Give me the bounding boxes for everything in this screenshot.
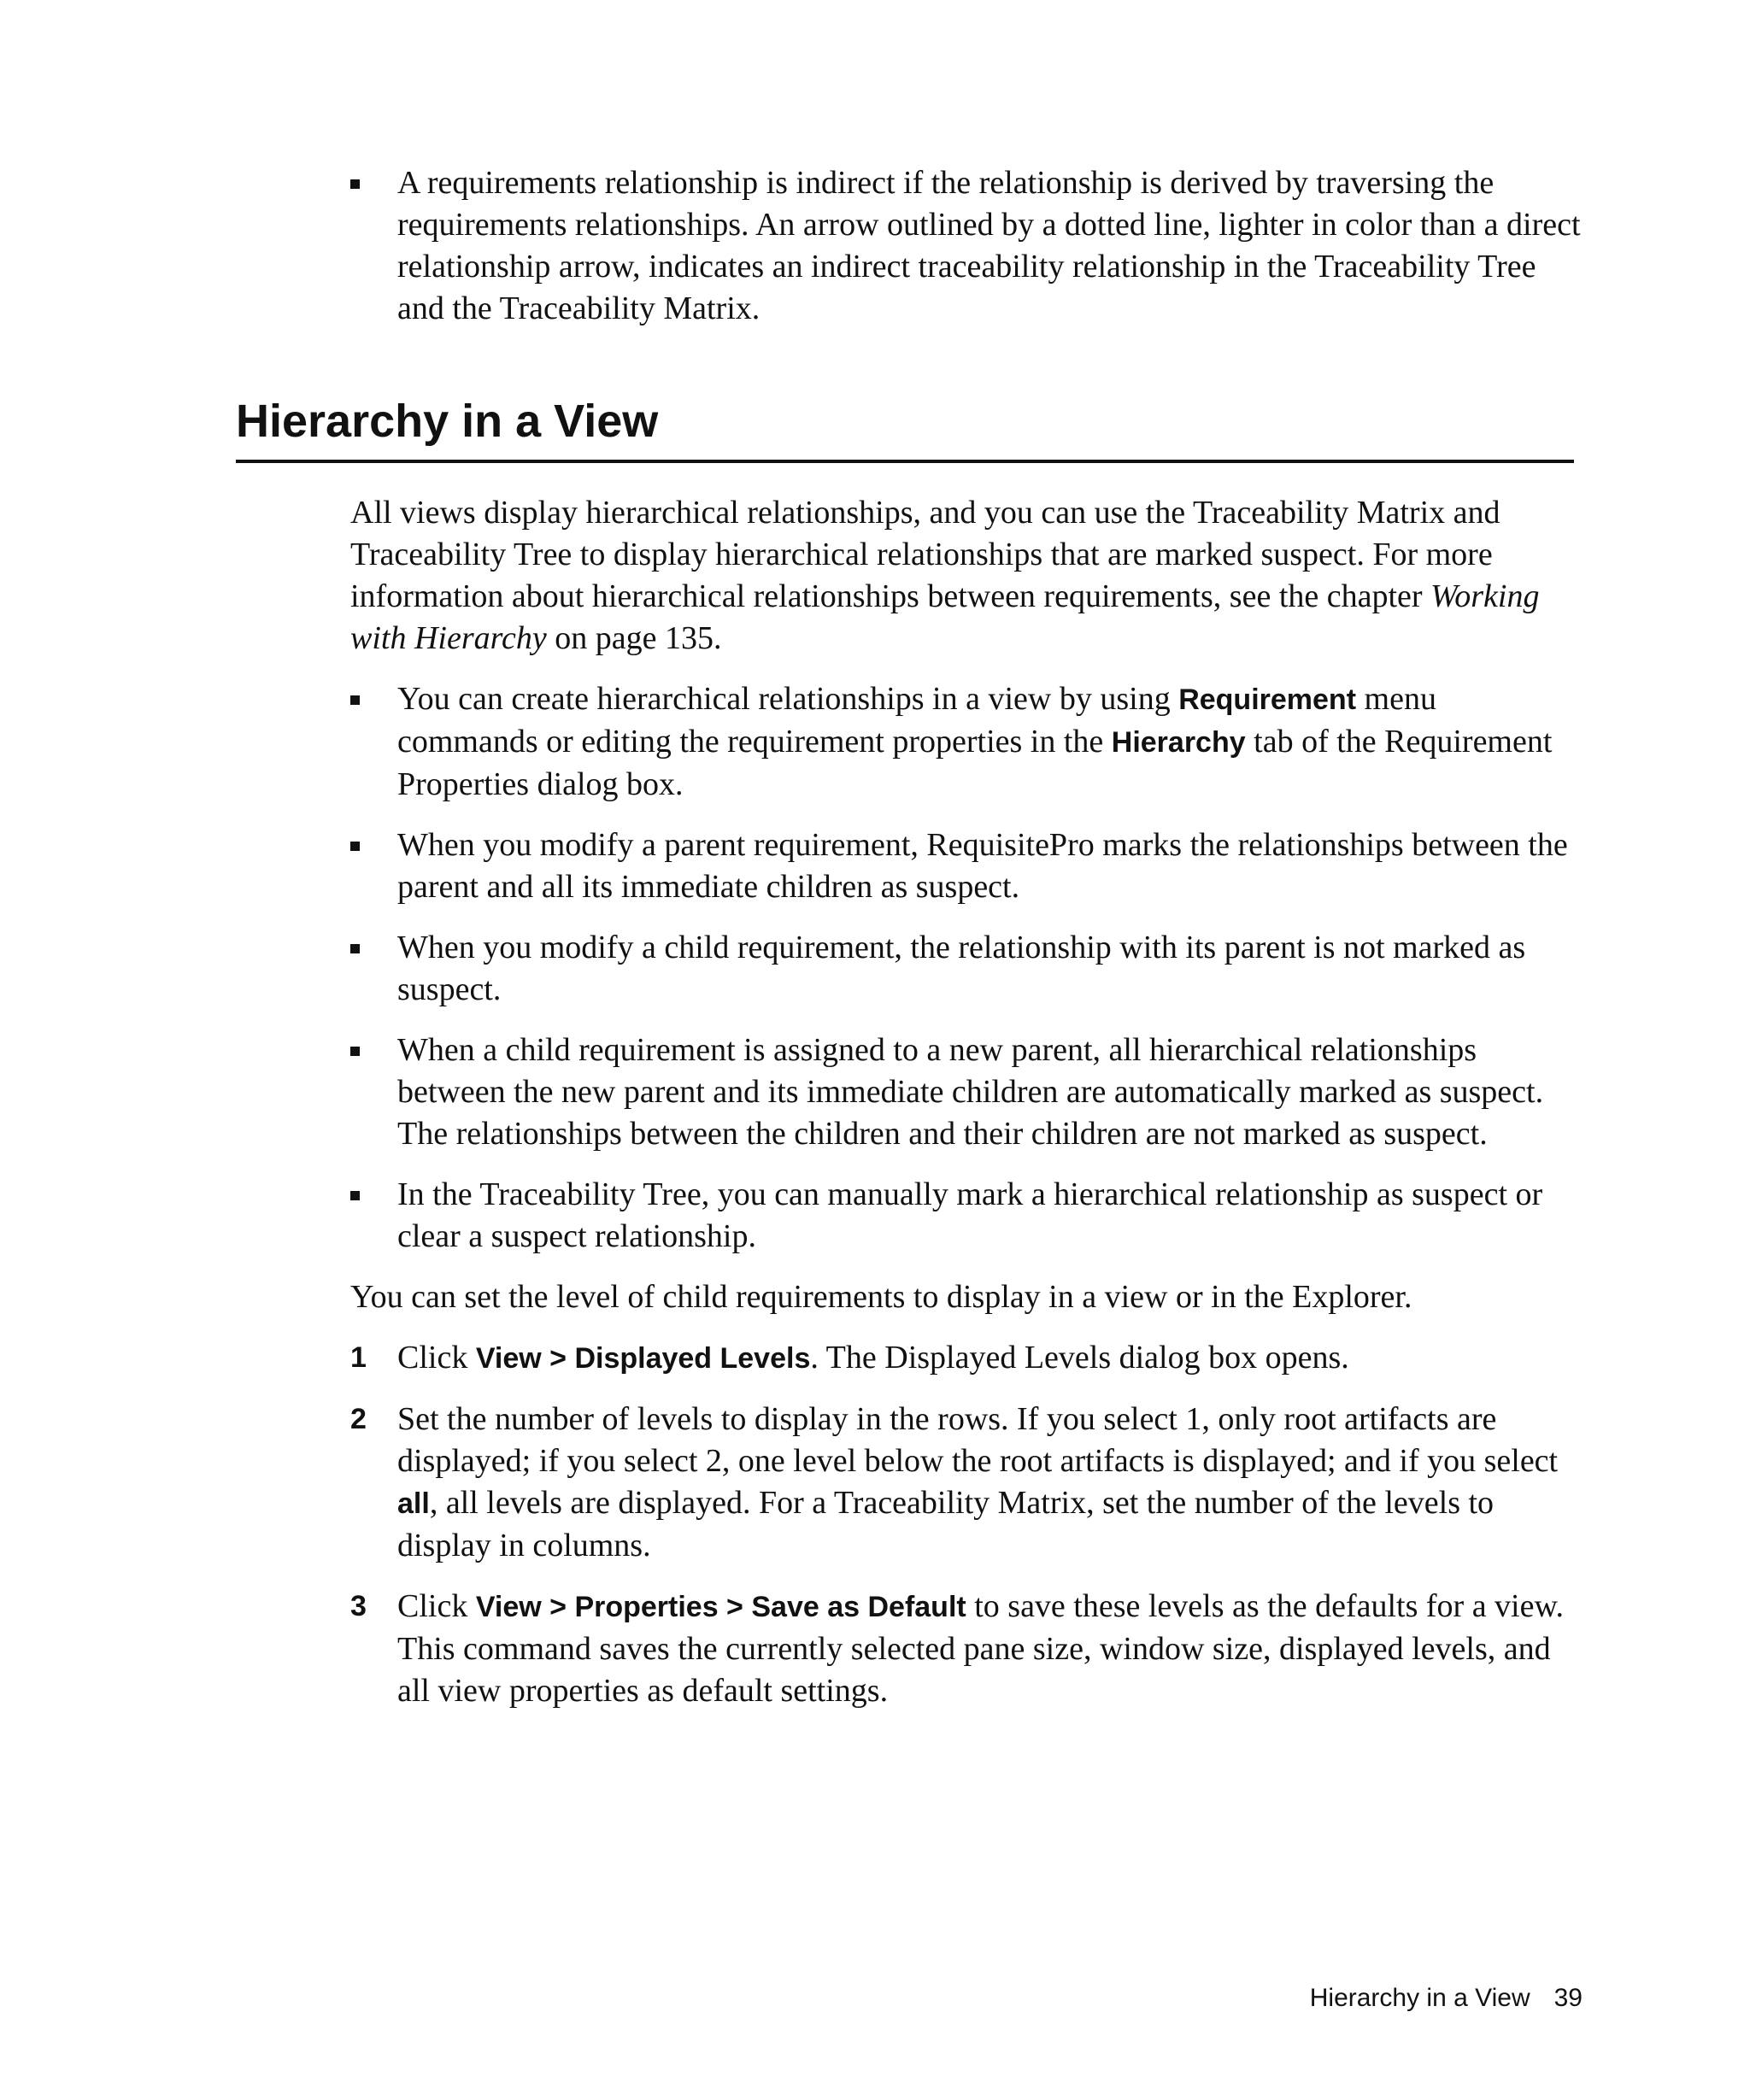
step-number: 3 (350, 1590, 367, 1622)
option-value: all (397, 1487, 430, 1520)
chapter-reference: Working with Hierarchy (350, 578, 1540, 656)
menu-name: Requirement (1178, 683, 1357, 716)
lead-in-paragraph: You can set the level of child requirements to display in a view or in the Explorer. (350, 1279, 1412, 1315)
bullet-text-part: You can create hierarchical relationships in a view by using (397, 681, 1179, 717)
indirect-relationship-bullet (350, 162, 1581, 330)
bullet-text-part: menu commands or editing the requirement properties in the (397, 681, 1436, 760)
bullet-text: A requirements relationship is indirect if the relationship is derived by traversing the requirements relationships. An arrow outlined by a dotted line, lighter in color than a direct relationship arrow, indicates an indirect traceability relationship in the Traceability Tree and the Traceability Matrix. (397, 165, 1581, 326)
bullet-text: When a child requirement is assigned to a new parent, all hierarchical relationships between the new parent and its immediate children are automatically marked as suspect. The relationships between the children and their children are not marked as suspect. (397, 1032, 1544, 1152)
step-number: 1 (350, 1341, 367, 1374)
bullet-icon (350, 1174, 397, 1258)
step-text-part: Set the number of levels to display in the rows. If you select 1, only root artifacts are displayed; if you select 2, one level below the root artifacts is displayed; and if you select (397, 1401, 1559, 1479)
step-item (350, 1586, 1581, 1712)
bullet-text-part: tab of the Requirement Properties dialog box. (397, 724, 1553, 802)
step-text (397, 1586, 1581, 1712)
step-text-part: Click (397, 1588, 476, 1624)
step-text (397, 1399, 1581, 1567)
step-text-part: to save these levels as the defaults for a view. This command saves the currently selected pane size, window size, displayed levels, and all view properties as default settings. (397, 1588, 1564, 1709)
menu-path: View > Displayed Levels (475, 1342, 811, 1375)
tab-name: Hierarchy (1111, 726, 1246, 759)
bullet-text: When you modify a parent requirement, RequisitePro marks the relationships between the parent and all its immediate children as suspect. (397, 827, 1568, 905)
footer-title: Hierarchy in a View (1309, 1984, 1530, 2012)
step-text-part: . The Displayed Levels dialog box opens. (810, 1340, 1349, 1376)
bullet-icon (350, 162, 397, 330)
procedure-steps (350, 1337, 1581, 1712)
bullet-icon (350, 1029, 397, 1155)
list-item (350, 162, 1581, 330)
bullet-icon (350, 824, 397, 908)
page-number: 39 (1553, 1984, 1583, 2012)
hierarchy-bullet-list (350, 678, 1581, 1258)
bullet-text: When you modify a child requirement, the relationship with its parent is not marked as suspect. (397, 930, 1526, 1007)
page-footer (1310, 1984, 1583, 2013)
list-item (350, 1174, 1581, 1258)
step-item (350, 1337, 1581, 1380)
list-item (350, 1029, 1581, 1155)
step-text-part: Click (397, 1340, 476, 1376)
heading-rule (236, 460, 1574, 463)
list-item (350, 824, 1581, 908)
step-item (350, 1399, 1581, 1567)
step-text (397, 1337, 1581, 1380)
section-body (350, 492, 1581, 1731)
menu-path: View > Properties > Save as Default (475, 1591, 966, 1623)
bullet-icon (350, 927, 397, 1011)
bullet-text: In the Traceability Tree, you can manually mark a hierarchical relationship as suspect or clear a suspect relationship. (397, 1176, 1543, 1254)
section-heading: Hierarchy in a View (236, 396, 659, 447)
intro-paragraph (350, 492, 1581, 660)
list-item (350, 678, 1581, 806)
list-item (350, 927, 1581, 1011)
bullet-text (397, 678, 1581, 806)
step-number: 2 (350, 1403, 367, 1435)
step-text-part: , all levels are displayed. For a Traceability Matrix, set the number of the levels to display in columns. (397, 1485, 1495, 1563)
bullet-icon (350, 678, 397, 806)
intro-text: All views display hierarchical relationships, and you can use the Traceability Matrix and Traceability Tree to display hierarchical relationships that are marked suspect. For more information about hierarchical relationships between requirements, see the chapter (350, 495, 1500, 614)
intro-page-ref: on page 135. (546, 620, 722, 656)
